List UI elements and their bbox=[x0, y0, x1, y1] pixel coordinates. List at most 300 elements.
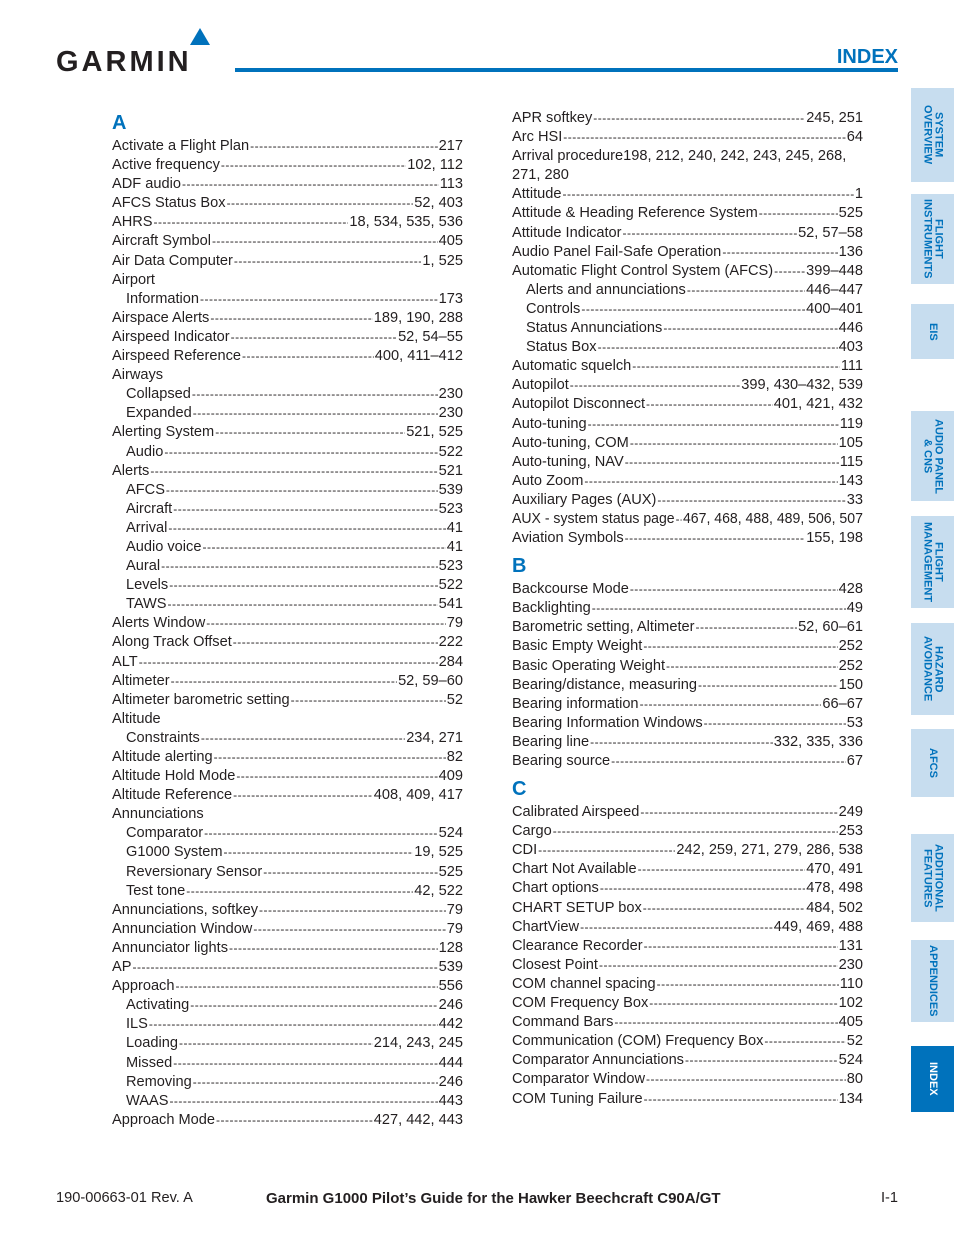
entry-pages: 399, 430–432, 539 bbox=[741, 377, 863, 394]
entry-pages: 249 bbox=[838, 804, 863, 821]
dot-leader bbox=[259, 901, 446, 920]
dot-leader bbox=[592, 599, 846, 618]
dot-leader bbox=[630, 434, 838, 453]
entry-pages: 524 bbox=[438, 825, 463, 842]
index-subentry bbox=[112, 385, 463, 404]
entry-term: Audio bbox=[126, 443, 164, 460]
entry-term: Auto Zoom bbox=[512, 472, 584, 489]
tab-label: FLIGHT INSTRUMENTS bbox=[921, 199, 945, 279]
entry-pages: 150 bbox=[838, 676, 863, 693]
index-entry bbox=[112, 423, 463, 442]
entry-pages: 41 bbox=[446, 538, 463, 555]
index-entry bbox=[512, 599, 863, 618]
entry-pages: 246 bbox=[438, 997, 463, 1014]
dot-leader bbox=[212, 232, 438, 251]
entry-pages: 284 bbox=[438, 653, 463, 670]
dot-leader bbox=[657, 975, 839, 994]
dot-leader bbox=[764, 1032, 845, 1051]
dot-leader bbox=[175, 977, 437, 996]
index-entry bbox=[512, 975, 863, 994]
entry-pages: 134 bbox=[838, 1090, 863, 1107]
index-entry bbox=[512, 1090, 863, 1109]
entry-term: Removing bbox=[126, 1073, 192, 1090]
entry-term: Loading bbox=[126, 1035, 178, 1052]
dot-leader bbox=[584, 472, 837, 491]
entry-pages: 105 bbox=[838, 434, 863, 451]
index-entry bbox=[512, 841, 863, 860]
entry-pages: 242, 259, 271, 279, 286, 538 bbox=[676, 842, 863, 859]
index-entry bbox=[112, 920, 463, 939]
entry-pages: 217 bbox=[438, 138, 463, 154]
tab-afcs[interactable] bbox=[911, 729, 954, 797]
index-entry bbox=[112, 462, 463, 481]
entry-term: Airspeed Indicator bbox=[112, 328, 230, 345]
entry-term: Bearing information bbox=[512, 695, 639, 712]
entry-term: Bearing line bbox=[512, 733, 590, 750]
index-entry bbox=[512, 491, 863, 510]
index-entry bbox=[512, 860, 863, 879]
dot-leader bbox=[236, 767, 437, 786]
header-rule bbox=[235, 68, 898, 72]
index-entry bbox=[512, 822, 863, 841]
entry-pages: 52 bbox=[446, 691, 463, 708]
entry-term: Autopilot bbox=[512, 377, 569, 394]
entry-term: CHART SETUP box bbox=[512, 899, 642, 916]
entry-pages: 143 bbox=[838, 472, 863, 489]
index-entry bbox=[112, 252, 463, 271]
tab-index[interactable] bbox=[911, 1046, 954, 1112]
entry-term: Auto-tuning bbox=[512, 415, 587, 432]
dot-leader bbox=[154, 213, 349, 232]
index-entry bbox=[112, 213, 463, 232]
tab-label: ADDITIONAL FEATURES bbox=[921, 844, 945, 912]
entry-term: COM channel spacing bbox=[512, 975, 656, 992]
tab-label: HAZARD AVOIDANCE bbox=[921, 636, 945, 702]
entry-pages: 64 bbox=[846, 129, 863, 146]
tab-label: INDEX bbox=[927, 1062, 939, 1096]
entry-term: Auto-tuning, NAV bbox=[512, 453, 624, 470]
index-entry bbox=[112, 767, 463, 786]
entry-pages: 1 bbox=[854, 186, 863, 203]
index-entry bbox=[112, 977, 463, 996]
tab-system-overview[interactable] bbox=[911, 88, 954, 182]
index-entry bbox=[112, 958, 463, 977]
triangle-logo-icon bbox=[190, 28, 210, 46]
entry-pages: 79 bbox=[446, 920, 463, 937]
dot-leader bbox=[233, 633, 438, 652]
dot-leader bbox=[649, 994, 837, 1013]
entry-term: Backlighting bbox=[512, 600, 591, 617]
index-entry bbox=[112, 710, 463, 729]
entry-term: Automatic Flight Control System (AFCS) bbox=[512, 262, 774, 279]
dot-leader bbox=[193, 1073, 438, 1092]
entry-pages: 442 bbox=[438, 1016, 463, 1033]
entry-term: Aviation Symbols bbox=[512, 530, 624, 547]
dot-leader bbox=[168, 519, 445, 538]
index-entry bbox=[512, 147, 863, 185]
index-entry bbox=[512, 357, 863, 376]
index-entry bbox=[512, 803, 863, 822]
index-entry bbox=[512, 434, 863, 453]
index-entry bbox=[112, 691, 463, 710]
entry-term: AFCS Status Box bbox=[112, 195, 226, 212]
tab-additional-features[interactable] bbox=[911, 834, 954, 922]
index-entry bbox=[512, 472, 863, 491]
dot-leader bbox=[643, 899, 805, 918]
dot-leader bbox=[643, 637, 837, 656]
entry-term: Audio voice bbox=[126, 538, 202, 555]
index-entry bbox=[512, 657, 863, 676]
entry-term: TAWS bbox=[126, 596, 167, 613]
index-subentry bbox=[112, 1073, 463, 1092]
entry-term: Annunciation Window bbox=[112, 920, 253, 937]
entry-term: Automatic squelch bbox=[512, 358, 632, 375]
entry-pages: 541 bbox=[438, 596, 463, 613]
dot-leader bbox=[590, 733, 773, 752]
index-subentry bbox=[112, 996, 463, 1015]
entry-term: Chart Not Available bbox=[512, 861, 637, 878]
dot-leader bbox=[625, 529, 806, 548]
dot-leader bbox=[685, 1051, 838, 1070]
entry-term: Approach bbox=[112, 978, 175, 995]
index-entry bbox=[112, 901, 463, 920]
index-entry bbox=[512, 714, 863, 733]
entry-pages: 230 bbox=[438, 405, 463, 422]
entry-pages: 443 bbox=[438, 1092, 463, 1109]
dot-leader bbox=[632, 357, 840, 376]
entry-term: Attitude & Heading Reference System bbox=[512, 205, 758, 222]
dot-leader bbox=[214, 748, 446, 767]
entry-pages: 79 bbox=[446, 615, 463, 632]
entry-pages: 523 bbox=[438, 500, 463, 517]
entry-pages: 128 bbox=[438, 939, 463, 956]
entry-term: G1000 System bbox=[126, 844, 223, 861]
entry-term: Status Annunciations bbox=[526, 320, 663, 337]
entry-term: Annunciations, softkey bbox=[112, 901, 259, 918]
entry-pages: 42, 522 bbox=[414, 882, 463, 899]
entry-pages: 484, 502 bbox=[806, 899, 863, 916]
dot-leader bbox=[139, 653, 438, 672]
entry-pages: 80 bbox=[846, 1071, 863, 1088]
entry-term: COM Frequency Box bbox=[512, 995, 649, 1012]
dot-leader bbox=[250, 137, 438, 156]
entry-pages: 214, 243, 245 bbox=[373, 1035, 463, 1052]
tab-label: APPENDICES bbox=[927, 945, 939, 1017]
entry-term: Audio Panel Fail-Safe Operation bbox=[512, 243, 722, 260]
entry-term: Bearing source bbox=[512, 753, 611, 769]
entry-term: Activating bbox=[126, 997, 190, 1014]
dot-leader bbox=[206, 614, 446, 633]
index-entry bbox=[112, 271, 463, 290]
entry-term: ALT bbox=[112, 653, 138, 670]
entry-pages: 52, 60–61 bbox=[798, 619, 863, 636]
dot-leader bbox=[150, 462, 437, 481]
entry-pages: 246 bbox=[438, 1073, 463, 1090]
dot-leader bbox=[253, 920, 445, 939]
entry-pages: 19, 525 bbox=[414, 844, 463, 861]
entry-term: Altitude Hold Mode bbox=[112, 768, 236, 785]
section-letter: B bbox=[512, 555, 527, 578]
dot-leader bbox=[210, 309, 372, 328]
entry-pages: 79 bbox=[446, 901, 463, 918]
dot-leader bbox=[657, 491, 845, 510]
index-entry bbox=[512, 529, 863, 548]
entry-term: Active frequency bbox=[112, 157, 220, 174]
index-entry bbox=[512, 879, 863, 898]
entry-pages: 253 bbox=[838, 823, 863, 840]
entry-pages: 173 bbox=[438, 290, 463, 307]
entry-pages: 405 bbox=[838, 1014, 863, 1031]
entry-pages: 52, 59–60 bbox=[398, 672, 463, 689]
tab-audio-panel-cns[interactable] bbox=[911, 411, 954, 501]
entry-pages: 405 bbox=[438, 233, 463, 250]
entry-pages: 230 bbox=[438, 386, 463, 403]
tab-appendices[interactable] bbox=[911, 940, 954, 1022]
entry-term: Aural bbox=[126, 558, 161, 575]
entry-pages: 82 bbox=[446, 749, 463, 765]
dot-leader bbox=[166, 481, 438, 500]
index-entry bbox=[112, 748, 463, 767]
entry-term: COM Tuning Failure bbox=[512, 1090, 643, 1107]
entry-pages: 522 bbox=[438, 577, 463, 594]
dot-leader bbox=[638, 860, 806, 879]
dot-leader bbox=[202, 538, 445, 557]
index-entry bbox=[512, 580, 863, 599]
dot-leader bbox=[563, 128, 845, 147]
entry-pages: 52, 57–58 bbox=[798, 224, 863, 241]
dot-leader bbox=[646, 1070, 846, 1089]
dot-leader bbox=[231, 328, 397, 347]
entry-term: ILS bbox=[126, 1016, 148, 1033]
index-entry bbox=[112, 1111, 463, 1130]
dot-leader bbox=[663, 319, 837, 338]
entry-pages: 470, 491 bbox=[806, 861, 863, 878]
entry-term: Alerts Window bbox=[112, 615, 206, 632]
entry-pages: 525 bbox=[438, 863, 463, 880]
entry-term: Alerts bbox=[112, 462, 150, 479]
dot-leader bbox=[204, 824, 438, 843]
entry-pages: 33 bbox=[846, 491, 863, 508]
logo-text: GARMIN bbox=[56, 46, 192, 78]
index-entry bbox=[112, 366, 463, 385]
dot-leader bbox=[623, 224, 798, 243]
entry-pages: 252 bbox=[838, 638, 863, 655]
index-entry bbox=[512, 510, 863, 529]
dot-leader bbox=[598, 338, 838, 357]
index-entry bbox=[112, 347, 463, 366]
index-subentry bbox=[112, 519, 463, 538]
entry-term: Bearing/distance, measuring bbox=[512, 676, 697, 693]
entry-pages: 41 bbox=[446, 519, 463, 536]
dot-leader bbox=[640, 695, 822, 714]
dot-leader bbox=[233, 786, 373, 805]
entry-term: Arc HSI bbox=[512, 129, 563, 146]
index-subentry bbox=[112, 882, 463, 901]
entry-term: Attitude Indicator bbox=[512, 224, 622, 241]
entry-term: Attitude bbox=[512, 186, 562, 203]
index-entry bbox=[512, 185, 863, 204]
dot-leader bbox=[216, 1111, 373, 1130]
dot-leader bbox=[171, 672, 397, 691]
index-subentry bbox=[112, 1054, 463, 1073]
dot-leader bbox=[161, 557, 438, 576]
entry-term: Air Data Computer bbox=[112, 252, 233, 269]
dot-leader bbox=[696, 618, 798, 637]
entry-pages: 446 bbox=[838, 320, 863, 337]
dot-leader bbox=[190, 996, 437, 1015]
entry-term: Collapsed bbox=[126, 386, 191, 403]
index-subentry bbox=[512, 338, 863, 357]
entry-term: Backcourse Mode bbox=[512, 581, 629, 598]
tab-eis[interactable] bbox=[911, 304, 954, 359]
index-column-right bbox=[512, 109, 863, 1109]
dot-leader bbox=[173, 1054, 437, 1073]
entry-pages: 525 bbox=[838, 205, 863, 222]
index-entry bbox=[112, 786, 463, 805]
index-subentry bbox=[112, 538, 463, 557]
dot-leader bbox=[640, 803, 837, 822]
entry-pages: 115 bbox=[839, 453, 863, 470]
index-entry bbox=[512, 243, 863, 262]
dot-leader bbox=[234, 252, 422, 271]
index-subentry bbox=[112, 729, 463, 748]
index-column-left bbox=[112, 110, 463, 1130]
index-subentry bbox=[112, 595, 463, 614]
entry-term: AP bbox=[112, 959, 132, 976]
dot-leader bbox=[599, 956, 838, 975]
entry-term: Aircraft Symbol bbox=[112, 233, 211, 250]
index-subentry bbox=[112, 824, 463, 843]
index-entry bbox=[112, 672, 463, 691]
dot-leader bbox=[227, 194, 414, 213]
dot-leader bbox=[614, 1013, 837, 1032]
entry-term: Airspace Alerts bbox=[112, 309, 210, 326]
entry-pages: 53 bbox=[846, 714, 863, 731]
tab-hazard-avoidance[interactable] bbox=[911, 623, 954, 715]
entry-pages: 539 bbox=[438, 959, 463, 976]
dot-leader bbox=[588, 415, 839, 434]
index-subentry bbox=[112, 481, 463, 500]
page-title: INDEX bbox=[836, 46, 898, 68]
entry-term: Missed bbox=[126, 1054, 173, 1071]
entry-pages: 400, 411–412 bbox=[374, 348, 463, 365]
index-entry bbox=[112, 194, 463, 213]
index-entry bbox=[512, 1051, 863, 1070]
entry-term: Altitude Reference bbox=[112, 787, 233, 804]
index-entry bbox=[512, 376, 863, 395]
entry-pages: 522 bbox=[438, 443, 463, 460]
entry-pages: 400–401 bbox=[806, 300, 863, 317]
index-entry bbox=[112, 137, 463, 156]
index-subentry bbox=[112, 443, 463, 462]
entry-term: Autopilot Disconnect bbox=[512, 396, 646, 413]
entry-pages: 467, 468, 488, 489, 506, 507 bbox=[682, 510, 863, 527]
entry-pages: 524 bbox=[838, 1052, 863, 1069]
index-entry bbox=[112, 309, 463, 328]
entry-pages: 245, 251 bbox=[806, 110, 863, 126]
entry-pages: 403 bbox=[838, 339, 863, 356]
index-subentry bbox=[112, 557, 463, 576]
entry-pages: 119 bbox=[839, 415, 863, 432]
entry-term: WAAS bbox=[126, 1092, 169, 1109]
dot-leader bbox=[704, 714, 846, 733]
index-entry bbox=[512, 956, 863, 975]
index-subentry bbox=[112, 863, 463, 882]
tab-flight-management[interactable] bbox=[911, 516, 954, 608]
dot-leader bbox=[229, 939, 438, 958]
dot-leader bbox=[553, 822, 838, 841]
index-entry bbox=[512, 415, 863, 434]
entry-pages: 189, 190, 288 bbox=[373, 309, 463, 326]
entry-pages: 18, 534, 535, 536 bbox=[349, 214, 463, 231]
dot-leader bbox=[687, 281, 805, 300]
dot-leader bbox=[580, 918, 773, 937]
entry-term: Controls bbox=[526, 300, 581, 317]
entry-term: Bearing Information Windows bbox=[512, 714, 703, 731]
entry-pages: 428 bbox=[838, 581, 863, 598]
entry-term: Information bbox=[126, 290, 200, 307]
dot-leader bbox=[182, 175, 439, 194]
entry-pages: 234, 271 bbox=[406, 729, 463, 746]
index-entry bbox=[112, 939, 463, 958]
index-entry bbox=[512, 453, 863, 472]
entry-term: Clearance Recorder bbox=[512, 937, 643, 954]
entry-term: Auxiliary Pages (AUX) bbox=[512, 491, 657, 508]
entry-term: Closest Point bbox=[512, 956, 598, 973]
index-entry bbox=[112, 232, 463, 251]
entry-term: Comparator bbox=[126, 825, 204, 842]
dot-leader bbox=[581, 300, 805, 319]
entry-term: Airport bbox=[112, 271, 155, 288]
index-entry bbox=[512, 109, 863, 128]
entry-pages: 102 bbox=[838, 995, 863, 1012]
dot-leader bbox=[600, 879, 805, 898]
entry-term: Reversionary Sensor bbox=[126, 863, 263, 880]
dot-leader bbox=[611, 752, 846, 771]
index-entry bbox=[112, 805, 463, 824]
entry-term: Constraints bbox=[126, 729, 200, 746]
garmin-logo bbox=[56, 28, 221, 76]
dot-leader bbox=[676, 510, 682, 529]
entry-pages: 401, 421, 432 bbox=[773, 396, 863, 413]
dot-leader bbox=[759, 204, 838, 223]
index-subentry bbox=[112, 1015, 463, 1034]
dot-leader bbox=[291, 691, 446, 710]
section-letter: C bbox=[512, 778, 527, 801]
entry-term: Barometric setting, Altimeter bbox=[512, 619, 695, 636]
index-entry bbox=[512, 1013, 863, 1032]
entry-term: Calibrated Airspeed bbox=[512, 804, 640, 821]
dot-leader bbox=[570, 376, 740, 395]
entry-term: Communication (COM) Frequency Box bbox=[512, 1033, 764, 1050]
entry-term: Arrival procedure198, 212, 240, 242, 243, 245, 268, 271, 280 bbox=[512, 148, 847, 184]
tab-label: EIS bbox=[927, 322, 939, 341]
entry-term: Altimeter bbox=[112, 672, 170, 689]
document-title: Garmin G1000 Pilot’s Guide for the Hawker Beechcraft C90A/GT bbox=[266, 1190, 721, 1207]
index-entry bbox=[512, 752, 863, 771]
entry-term: Arrival bbox=[126, 519, 168, 536]
tab-flight-instruments[interactable] bbox=[911, 194, 954, 284]
entry-term: Aircraft bbox=[126, 500, 173, 517]
entry-pages: 427, 442, 443 bbox=[373, 1111, 463, 1128]
index-entry bbox=[112, 175, 463, 194]
index-subentry bbox=[112, 290, 463, 309]
dot-leader bbox=[192, 385, 438, 404]
tab-label: FLIGHT MANAGEMENT bbox=[921, 521, 945, 603]
index-entry bbox=[112, 156, 463, 175]
entry-term: Alerts and annunciations bbox=[526, 281, 686, 298]
entry-term: Altitude bbox=[112, 710, 161, 727]
